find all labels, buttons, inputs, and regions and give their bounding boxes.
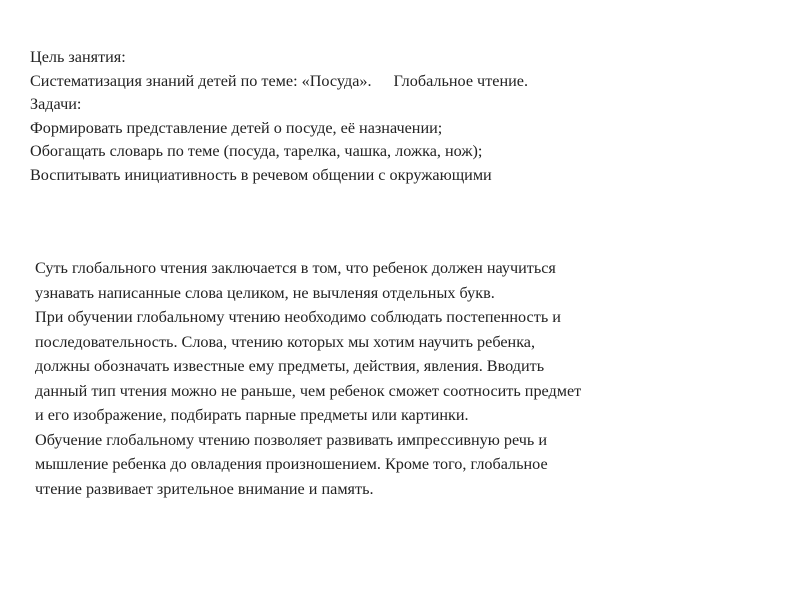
explanation-line: и его изображение, подбирать парные предметы или картинки. xyxy=(35,406,469,424)
task-item: Формировать представление детей о посуде, её назначении; xyxy=(30,118,443,137)
global-reading-explanation xyxy=(35,256,581,501)
explanation-line: последовательность. Слова, чтению которых мы хотим научить ребенка, xyxy=(35,332,536,351)
explanation-line: данный тип чтения можно не раньше, чем ребенок сможет соотносить предмет xyxy=(35,381,582,400)
tasks-heading: Задачи: xyxy=(30,95,82,114)
explanation-line: мышление ребенка до овладения произношением. Кроме того, глобальное xyxy=(35,455,548,473)
goal-text: Систематизация знаний детей по теме: «Посуда». xyxy=(30,71,372,90)
explanation-line: При обучении глобальному чтению необходимо соблюдать постепенность и xyxy=(35,308,561,326)
explanation-line: должны обозначать известные ему предметы, действия, явления. Вводить xyxy=(35,357,545,375)
goal-method: Глобальное чтение. xyxy=(393,71,529,90)
explanation-line: узнавать написанные слова целиком, не вычленяя отдельных букв. xyxy=(35,283,495,302)
task-item: Обогащать словарь по теме (посуда, тарелка, чашка, ложка, нож); xyxy=(30,142,483,161)
explanation-line: Суть глобального чтения заключается в том, что ребенок должен научиться xyxy=(35,259,556,277)
task-item: Воспитывать инициативность в речевом общении с окружающими xyxy=(30,165,492,184)
explanation-line: чтение развивает зрительное внимание и память. xyxy=(35,479,374,498)
goal-line xyxy=(30,70,528,94)
goal-heading: Цель занятия: xyxy=(30,48,126,66)
explanation-line: Обучение глобальному чтению позволяет развивать импрессивную речь и xyxy=(35,430,547,449)
lesson-goals-block xyxy=(30,46,528,188)
